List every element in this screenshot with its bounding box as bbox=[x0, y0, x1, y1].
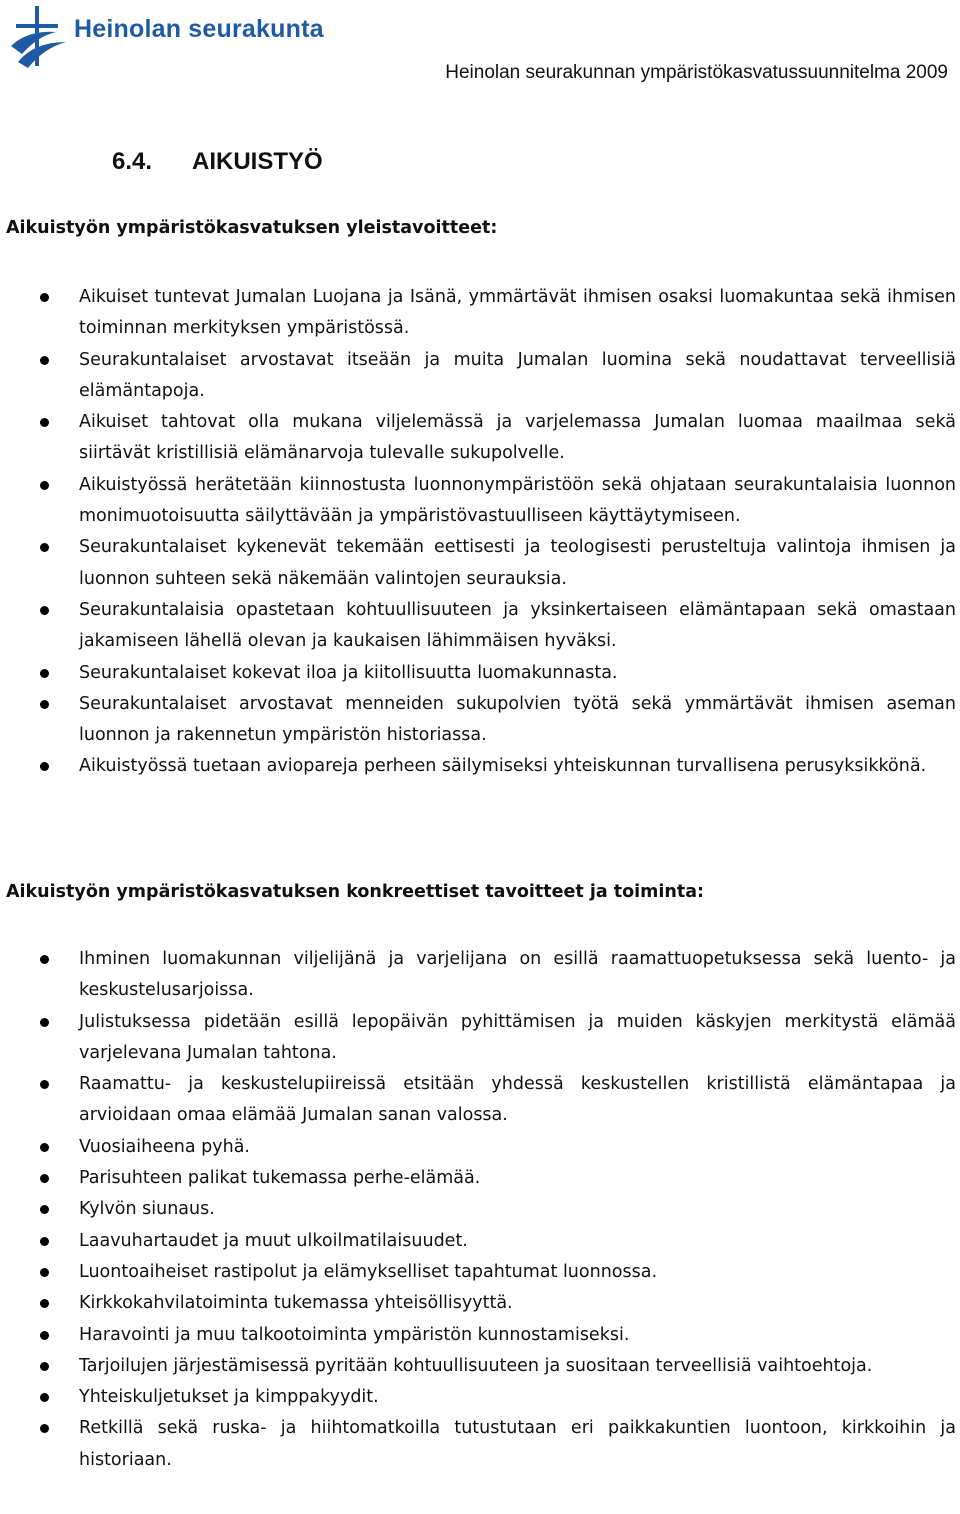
list-item: Seurakuntalaisia opastetaan kohtuullisuuteen ja yksinkertaiseen elämäntapaan sekä omastaan jakamiseen lähellä olevan ja kaukaisen lähimmäisen hyväksi. bbox=[0, 595, 960, 658]
logo-text: Heinolan seurakunta bbox=[74, 14, 324, 43]
church-logo bbox=[8, 2, 324, 70]
bullet-icon bbox=[40, 1174, 49, 1183]
list-item: Luontoaiheiset rastipolut ja elämykselliset tapahtumat luonnossa. bbox=[0, 1257, 960, 1288]
bullet-icon bbox=[40, 1331, 49, 1340]
bullet-icon bbox=[40, 1143, 49, 1152]
list-item: Raamattu- ja keskustelupiireissä etsitään yhdessä keskustellen kristillistä elämäntapaa ja arvioidaan omaa elämää Jumalan sanan valossa. bbox=[0, 1069, 960, 1132]
concrete-goals-heading: Aikuistyön ympäristökasvatuksen konkreettiset tavoitteet ja toiminta: bbox=[6, 882, 705, 902]
bullet-icon bbox=[40, 418, 49, 427]
bullet-icon bbox=[40, 293, 49, 302]
bullet-icon bbox=[40, 1362, 49, 1371]
bullet-icon bbox=[40, 1080, 49, 1089]
bullet-icon bbox=[40, 669, 49, 678]
bullet-icon bbox=[40, 955, 49, 964]
cross-logo-icon bbox=[8, 2, 70, 70]
concrete-goals-list bbox=[0, 944, 960, 1476]
bullet-icon bbox=[40, 356, 49, 365]
list-item: Aikuistyössä herätetään kiinnostusta luonnonympäristöön sekä ohjataan seurakuntalaisia luonnon monimuotoisuutta säilyttävään ja ympäristövastuulliseen käyttäytymiseen. bbox=[0, 470, 960, 533]
list-item: Tarjoilujen järjestämisessä pyritään kohtuullisuuteen ja suositaan terveellisiä vaihtoehtoja. bbox=[0, 1351, 960, 1382]
list-item: Seurakuntalaiset kokevat iloa ja kiitollisuutta luomakunnasta. bbox=[0, 658, 960, 689]
list-item: Seurakuntalaiset kykenevät tekemään eettisesti ja teologisesti perusteltuja valintoja ihmisen ja luonnon suhteen sekä näkemään valintojen seurauksia. bbox=[0, 532, 960, 595]
bullet-icon bbox=[40, 1424, 49, 1433]
document-title: Heinolan seurakunnan ympäristökasvatussuunnitelma 2009 bbox=[445, 62, 948, 83]
bullet-icon bbox=[40, 1393, 49, 1402]
bullet-icon bbox=[40, 1237, 49, 1246]
bullet-icon bbox=[40, 481, 49, 490]
general-goals-heading: Aikuistyön ympäristökasvatuksen yleistavoitteet: bbox=[6, 218, 498, 238]
list-item: Ihminen luomakunnan viljelijänä ja varjelijana on esillä raamattuopetuksessa sekä luento- ja keskustelusarjoissa. bbox=[0, 944, 960, 1007]
list-item: Seurakuntalaiset arvostavat menneiden sukupolvien työtä sekä ymmärtävät ihmisen aseman luonnon ja rakennetun ympäristön historiassa. bbox=[0, 689, 960, 752]
bullet-icon bbox=[40, 1299, 49, 1308]
section-number: 6.4. bbox=[112, 148, 153, 175]
bullet-icon bbox=[40, 762, 49, 771]
general-goals-list bbox=[0, 282, 960, 783]
list-item: Kirkkokahvilatoiminta tukemassa yhteisöllisyyttä. bbox=[0, 1288, 960, 1319]
list-item: Parisuhteen palikat tukemassa perhe-elämää. bbox=[0, 1163, 960, 1194]
list-item: Aikuistyössä tuetaan aviopareja perheen säilymiseksi yhteiskunnan turvallisena perusyksikkönä. bbox=[0, 751, 960, 782]
bullet-icon bbox=[40, 543, 49, 552]
bullet-icon bbox=[40, 606, 49, 615]
list-item: Vuosiaiheena pyhä. bbox=[0, 1132, 960, 1163]
list-item: Kylvön siunaus. bbox=[0, 1194, 960, 1225]
list-item: Aikuiset tuntevat Jumalan Luojana ja Isänä, ymmärtävät ihmisen osaksi luomakuntaa sekä ihmisen toiminnan merkityksen ympäristössä. bbox=[0, 282, 960, 345]
list-item: Haravointi ja muu talkootoiminta ympäristön kunnostamiseksi. bbox=[0, 1320, 960, 1351]
list-item: Yhteiskuljetukset ja kimppakyydit. bbox=[0, 1382, 960, 1413]
list-item: Laavuhartaudet ja muut ulkoilmatilaisuudet. bbox=[0, 1226, 960, 1257]
bullet-icon bbox=[40, 1205, 49, 1214]
bullet-icon bbox=[40, 700, 49, 709]
section-title: AIKUISTYÖ bbox=[192, 148, 323, 175]
bullet-icon bbox=[40, 1268, 49, 1277]
bullet-icon bbox=[40, 1018, 49, 1027]
list-item: Retkillä sekä ruska- ja hiihtomatkoilla tutustutaan eri paikkakuntien luontoon, kirkkoihin ja historiaan. bbox=[0, 1413, 960, 1476]
list-item: Aikuiset tahtovat olla mukana viljelemässä ja varjelemassa Jumalan luomaa maailmaa sekä siirtävät kristillisiä elämänarvoja tulevalle sukupolvelle. bbox=[0, 407, 960, 470]
list-item: Seurakuntalaiset arvostavat itseään ja muita Jumalan luomina sekä noudattavat terveellisiä elämäntapoja. bbox=[0, 345, 960, 408]
list-item: Julistuksessa pidetään esillä lepopäivän pyhittämisen ja muiden käskyjen merkitystä elämää varjelevana Jumalan tahtona. bbox=[0, 1007, 960, 1070]
section-heading bbox=[112, 148, 323, 176]
